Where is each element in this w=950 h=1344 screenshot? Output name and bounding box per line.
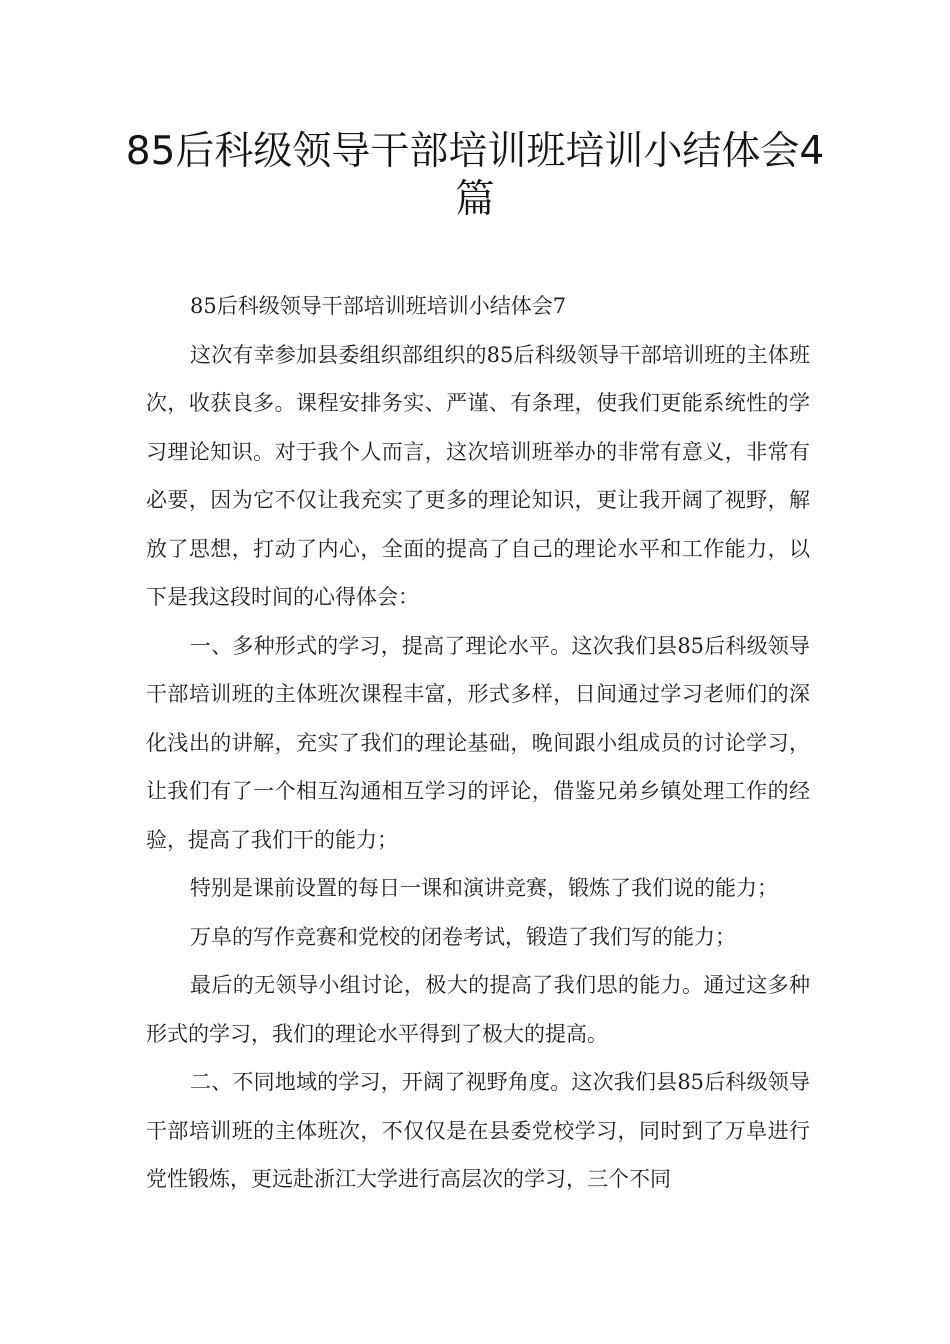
paragraph-writing: 万阜的写作竞赛和党校的闭卷考试，锻造了我们写的能力； — [190, 924, 736, 949]
paragraph-section-two: 二、不同地域的学习，开阔了视野角度。这次我们县85后科级领导干部培训班的主体班次，不仅仅是在县委党校学习，同时到了万阜进行党性锻炼，更远赴浙江大学进行高层次的学习，三个不同 — [146, 1070, 810, 1191]
article-subtitle: 85后科级领导干部培训班培训小结体会7 — [190, 294, 567, 318]
paragraph-intro: 这次有幸参加县委组织部组织的85后科级领导干部培训班的主体班次，收获良多。课程安排务实、严谨、有条理，使我们更能系统性的学习理论知识。对于我个人而言，这次培训班举办的非常有意义，非常有必要，因为它不仅让我充实了更多的理论知识，更让我开阔了视野，解放了思想，打动了内心，全面的提高了自己的理论水平和工作能力，以下是我这段时间的心得体会： — [146, 342, 810, 609]
paragraph-speaking: 特别是课前设置的每日一课和演讲竞赛，锻炼了我们说的能力； — [190, 876, 778, 900]
paragraph-section-one: 一、多种形式的学习，提高了理论水平。这次我们县85后科级领导干部培训班的主体班次课程丰富，形式多样，日间通过学习老师们的深化浅出的讲解，充实了我们的理论基础，晚间跟小组成员的讨论学习，让我们有了一个相互沟通相互学习的评论，借鉴兄弟乡镇处理工作的经验，提高了我们干的能力； — [146, 633, 810, 852]
document-title: 85后科级领导干部培训班培训小结体会4篇 — [125, 129, 825, 222]
document-body — [146, 282, 810, 1204]
paragraph-thinking: 最后的无领导小组讨论，极大的提高了我们思的能力。通过这多种形式的学习，我们的理论水平得到了极大的提高。 — [146, 973, 810, 1046]
